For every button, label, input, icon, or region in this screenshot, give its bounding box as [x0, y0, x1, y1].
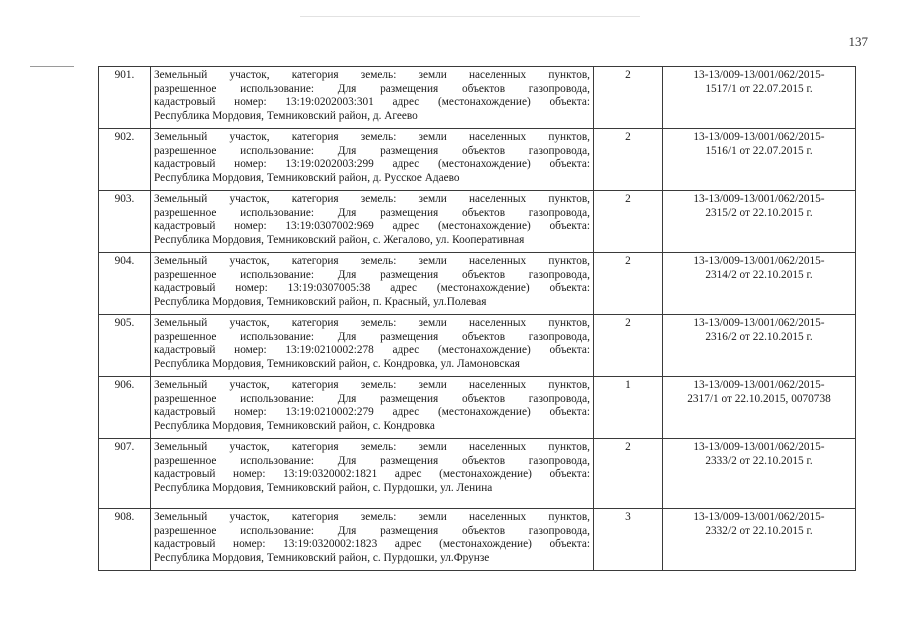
- description-line: кадастровый номер: 13:19:0210002:279 адрес (местонахождение) объекта:: [154, 406, 590, 418]
- registration-line: 2315/2 от 22.10.2015 г.: [705, 206, 813, 219]
- quantity-cell: 2: [594, 67, 663, 129]
- registration-record: [663, 67, 856, 129]
- row-number: 901.: [99, 67, 151, 129]
- plot-description: [151, 439, 594, 509]
- row-number: 905.: [99, 315, 151, 377]
- registration-record: [663, 315, 856, 377]
- plot-description: [151, 315, 594, 377]
- description-line: Земельный участок, категория земель: земли населенных пунктов,: [154, 255, 590, 267]
- quantity-cell: 2: [594, 191, 663, 253]
- plot-description: [151, 509, 594, 571]
- row-number: 902.: [99, 129, 151, 191]
- registration-record: [663, 377, 856, 439]
- description-line: Республика Мордовия, Темниковский район, д. Агеево: [154, 109, 418, 122]
- registration-record: [663, 191, 856, 253]
- registration-line: 13-13/009-13/001/062/2015-: [693, 193, 825, 205]
- description-line: Земельный участок, категория земель: земли населенных пунктов,: [154, 317, 590, 329]
- description-line: Земельный участок, категория земель: земли населенных пунктов,: [154, 379, 590, 391]
- description-line: кадастровый номер: 13:19:0320002:1821 адрес (местонахождение) объекта:: [154, 468, 590, 480]
- registration-line: 13-13/009-13/001/062/2015-: [693, 69, 825, 81]
- registration-line: 2316/2 от 22.10.2015 г.: [705, 330, 813, 343]
- description-line: Республика Мордовия, Темниковский район, с. Жегалово, ул. Кооперативная: [154, 233, 525, 246]
- description-line: кадастровый номер: 13:19:0320002:1823 адрес (местонахождение) объекта:: [154, 538, 590, 550]
- table-row: [99, 191, 856, 253]
- table-row: [99, 253, 856, 315]
- quantity-cell: 1: [594, 377, 663, 439]
- description-line: кадастровый номер: 13:19:0210002:278 адрес (местонахождение) объекта:: [154, 344, 590, 356]
- row-number: 908.: [99, 509, 151, 571]
- description-line: кадастровый номер: 13:19:0202003:299 адрес (местонахождение) объекта:: [154, 158, 590, 170]
- description-line: Республика Мордовия, Темниковский район, с. Пурдошки, ул. Ленина: [154, 481, 493, 494]
- plot-description: [151, 377, 594, 439]
- description-line: разрешенное использование: Для размещения объектов газопровода,: [154, 524, 590, 537]
- quantity-cell: 2: [594, 129, 663, 191]
- quantity-cell: 2: [594, 439, 663, 509]
- quantity-cell: 3: [594, 509, 663, 571]
- table-row: [99, 315, 856, 377]
- registration-line: 1516/1 от 22.07.2015 г.: [705, 144, 813, 157]
- registration-line: 2333/2 от 22.10.2015 г.: [705, 454, 813, 467]
- description-line: Республика Мордовия, Темниковский район, п. Красный, ул.Полевая: [154, 295, 487, 308]
- table-row: [99, 129, 856, 191]
- registration-line: 13-13/009-13/001/062/2015-: [693, 511, 825, 523]
- registration-record: [663, 253, 856, 315]
- description-line: разрешенное использование: Для размещения объектов газопровода,: [154, 392, 590, 405]
- table-row: [99, 439, 856, 509]
- page-number: 137: [848, 34, 868, 49]
- description-line: Республика Мордовия, Темниковский район, с. Пурдошки, ул.Фрунзе: [154, 551, 490, 564]
- description-line: Земельный участок, категория земель: земли населенных пунктов,: [154, 131, 590, 143]
- registration-line: 2332/2 от 22.10.2015 г.: [705, 524, 813, 537]
- description-line: Республика Мордовия, Темниковский район, с. Кондровка, ул. Ламоновская: [154, 357, 520, 370]
- description-line: Республика Мордовия, Темниковский район, с. Кондровка: [154, 419, 435, 432]
- description-line: разрешенное использование: Для размещения объектов газопровода,: [154, 330, 590, 343]
- row-number: 904.: [99, 253, 151, 315]
- row-number: 907.: [99, 439, 151, 509]
- description-line: разрешенное использование: Для размещения объектов газопровода,: [154, 268, 590, 281]
- registration-line: 1517/1 от 22.07.2015 г.: [705, 82, 813, 95]
- registration-line: 2317/1 от 22.10.2015, 0070738: [687, 392, 831, 405]
- scan-artifact-left: [30, 66, 74, 67]
- description-line: Республика Мордовия, Темниковский район, д. Русское Адаево: [154, 171, 460, 184]
- registration-record: [663, 509, 856, 571]
- table-row: [99, 67, 856, 129]
- description-line: разрешенное использование: Для размещения объектов газопровода,: [154, 454, 590, 467]
- plot-description: [151, 129, 594, 191]
- row-number: 903.: [99, 191, 151, 253]
- table-row: [99, 509, 856, 571]
- scan-artifact-top: [300, 16, 640, 17]
- plot-description: [151, 253, 594, 315]
- description-line: разрешенное использование: Для размещения объектов газопровода,: [154, 144, 590, 157]
- row-number: 906.: [99, 377, 151, 439]
- registration-line: 13-13/009-13/001/062/2015-: [693, 255, 825, 267]
- plot-description: [151, 191, 594, 253]
- description-line: Земельный участок, категория земель: земли населенных пунктов,: [154, 511, 590, 523]
- description-line: разрешенное использование: Для размещения объектов газопровода,: [154, 206, 590, 219]
- registration-line: 13-13/009-13/001/062/2015-: [693, 441, 825, 453]
- land-plot-register-table: [98, 66, 856, 571]
- plot-description: [151, 67, 594, 129]
- registration-line: 2314/2 от 22.10.2015 г.: [705, 268, 813, 281]
- quantity-cell: 2: [594, 315, 663, 377]
- registration-line: 13-13/009-13/001/062/2015-: [693, 379, 825, 391]
- description-line: кадастровый номер: 13:19:0307005:38 адрес (местонахождение) объекта:: [154, 282, 590, 294]
- description-line: Земельный участок, категория земель: земли населенных пунктов,: [154, 441, 590, 453]
- description-line: кадастровый номер: 13:19:0202003:301 адрес (местонахождение) объекта:: [154, 96, 590, 108]
- registration-record: [663, 129, 856, 191]
- registration-record: [663, 439, 856, 509]
- quantity-cell: 2: [594, 253, 663, 315]
- description-line: кадастровый номер: 13:19:0307002:969 адрес (местонахождение) объекта:: [154, 220, 590, 232]
- registration-line: 13-13/009-13/001/062/2015-: [693, 317, 825, 329]
- description-line: Земельный участок, категория земель: земли населенных пунктов,: [154, 69, 590, 81]
- registration-line: 13-13/009-13/001/062/2015-: [693, 131, 825, 143]
- table-row: [99, 377, 856, 439]
- description-line: Земельный участок, категория земель: земли населенных пунктов,: [154, 193, 590, 205]
- description-line: разрешенное использование: Для размещения объектов газопровода,: [154, 82, 590, 95]
